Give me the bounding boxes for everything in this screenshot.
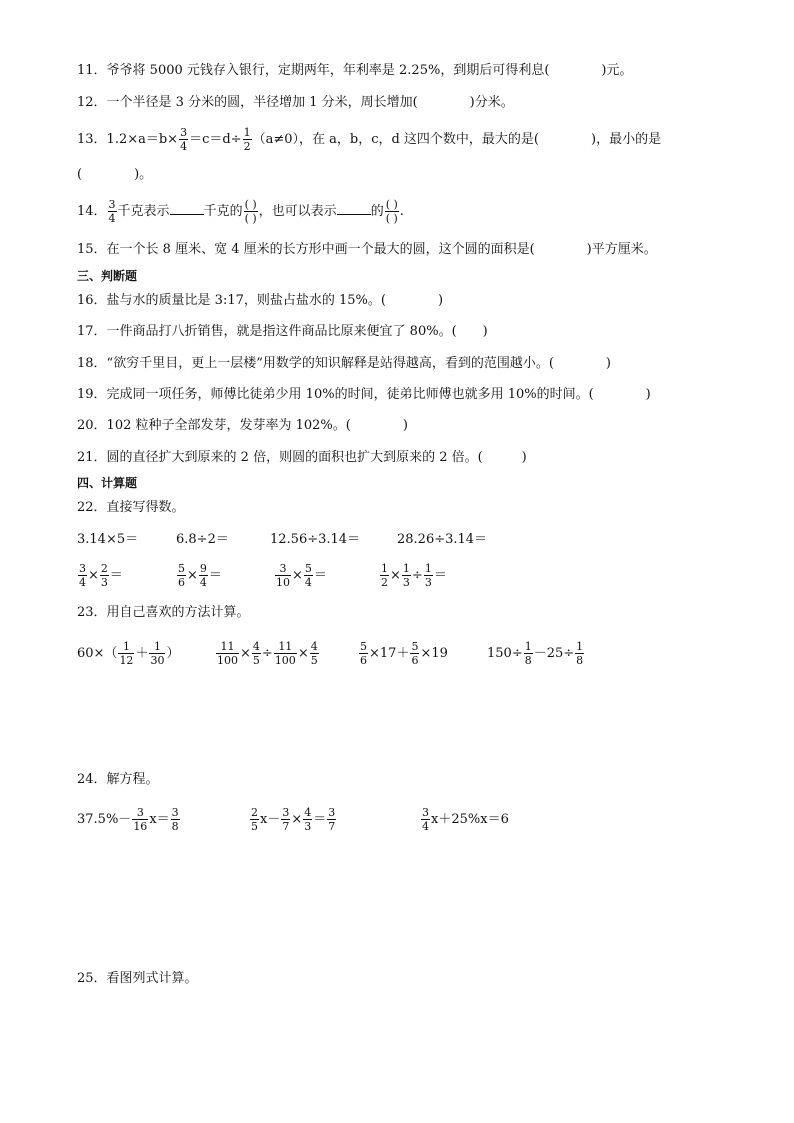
answer-blank[interactable]: [337, 202, 371, 215]
q22-item: 28.26÷3.14＝: [397, 532, 488, 547]
q22-item: $\frac{5}{6}$ × $\frac{9}{4}$ ＝: [178, 562, 222, 589]
question-13-line2: ( )。: [77, 167, 153, 182]
question-11: 11．爷爷将 5000 元钱存入银行，定期两年，年利率是 2.25%，到期后可得利息( )元。: [77, 63, 633, 78]
q14-text: 千克表示: [117, 204, 170, 219]
question-13: [77, 126, 661, 153]
question-14: [77, 198, 404, 225]
question-12: 12．一个半径是 3 分米的圆，半径增加 1 分米，周长增加( )分米。: [77, 95, 514, 110]
section-heading-calc: 四、计算题: [77, 476, 138, 490]
q23-item: $\frac{5}{6}$ ×17＋ $\frac{5}{6}$ ×19: [360, 640, 448, 667]
question-22: 22．直接写得数。: [77, 500, 185, 515]
question-24: 24．解方程。: [77, 772, 159, 787]
q13-pre: 13．1.2×a＝b×: [77, 132, 179, 147]
q22-item: 6.8÷2＝: [176, 532, 229, 547]
q14-text: .: [399, 204, 404, 219]
q14-text: ，也可以表示: [258, 204, 337, 219]
q22-item: 12.56÷3.14＝: [270, 532, 361, 547]
q24-equation: 37.5%－ $\frac{3}{16}$ x＝ $\frac{3}{8}$: [77, 806, 179, 833]
fraction: $\frac{3}{4}$: [180, 126, 188, 153]
answer-blank[interactable]: [170, 202, 204, 215]
q14-number: 14．: [77, 204, 107, 219]
q22-item: $\frac{3}{4}$ × $\frac{2}{3}$ ＝: [79, 562, 123, 589]
fraction-blank[interactable]: $\frac{( )}{( )}$: [244, 198, 257, 225]
question-20: 20．102 粒种子全部发芽，发芽率为 102%。( ): [77, 418, 408, 433]
q14-text: 的: [370, 204, 384, 219]
question-21: 21．圆的直径扩大到原来的 2 倍，则圆的面积也扩大到原来的 2 倍。( ): [77, 450, 527, 465]
question-25: 25．看图列式计算。: [77, 971, 198, 986]
q23-item: 60×（ $\frac{1}{12}$ ＋ $\frac{1}{30}$ ）: [77, 640, 180, 667]
q22-item: $\frac{3}{10}$ × $\frac{5}{4}$ ＝: [276, 562, 327, 589]
q13-post: （a≠0），在 a，b，c，d 这四个数中，最大的是( )，最小的是: [252, 132, 662, 147]
q13-mid: ＝c＝d÷: [189, 132, 242, 147]
q22-item: 3.14×5＝: [77, 532, 139, 547]
q23-item: 150÷ $\frac{1}{8}$ －25÷ $\frac{1}{8}$: [487, 640, 584, 667]
q23-item: $\frac{11}{100}$ × $\frac{4}{5}$ ÷ $\frac{11}{100}$ × $\frac{4}{5}$: [217, 640, 318, 667]
fraction: $\frac{3}{4}$: [108, 198, 116, 225]
q24-equation: $\frac{2}{5}$ x－ $\frac{3}{7}$ × $\frac{4}{3}$ ＝ $\frac{3}{7}$: [251, 806, 336, 833]
q22-item: $\frac{1}{2}$ × $\frac{1}{3}$ ÷ $\frac{1}{3}$ ＝: [381, 562, 447, 589]
question-23: 23．用自己喜欢的方法计算。: [77, 605, 250, 620]
question-15: 15．在一个长 8 厘米、宽 4 厘米的长方形中画一个最大的圆，这个圆的面积是( )平方厘米。: [77, 242, 657, 257]
question-16: 16．盐与水的质量比是 3:17，则盐占盐水的 15%。( ): [77, 293, 444, 308]
question-18: 18．“欲穷千里目，更上一层楼”用数学的知识解释是站得越高，看到的范围越小。( ): [77, 356, 611, 371]
question-19: 19．完成同一项任务，师傅比徒弟少用 10%的时间，徒弟比师傅也就多用 10%的时间。( ): [77, 387, 651, 402]
fraction: $\frac{1}{2}$: [243, 126, 251, 153]
question-17: 17．一件商品打八折销售，就是指这件商品比原来便宜了 80%。( ): [77, 324, 488, 339]
section-heading-judge: 三、判断题: [77, 269, 138, 283]
q24-equation: $\frac{3}{4}$ x＋25%x＝6: [422, 806, 509, 833]
q14-text: 千克的: [203, 204, 243, 219]
fraction-blank[interactable]: $\frac{( )}{( )}$: [385, 198, 398, 225]
